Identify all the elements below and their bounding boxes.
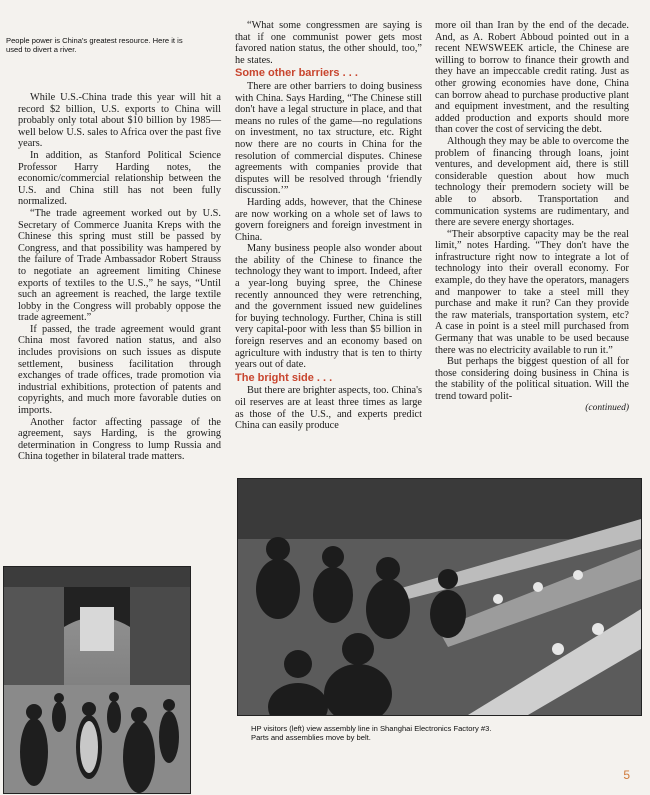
col2-paragraph: Harding adds, however, that the Chinese are now working on a whole set of laws to govern foreigners and foreign investment in China. [235, 196, 422, 243]
col1-paragraph: If passed, the trade agreement would grant China most favored nation status, and also includes provisions on such issues as dispute settlement, business facilitation through exchanges of trade offices, trade promotion via industrial exhibitions, protection of patents and copyrights, and much more favorable duties on imports. [18, 323, 221, 417]
top-caption: People power is China's greatest resource. Here it is used to divert a river. [6, 36, 183, 54]
column-2 [235, 20, 422, 432]
photo-assembly-line [237, 478, 642, 716]
col1-paragraph: “The trade agreement worked out by U.S. Secretary of Commerce Juanita Kreps with the Chinese this spring must still be passed by Congress, and that possibility was hampered by the failure of Trade Ambassador Robert Strauss to negotiate an agreement limiting Chinese exports of textiles to the U.S.,” he says, “Until such an agreement is reached, the large textile lobby in the Congress will probably oppose the trade agreement.” [18, 207, 221, 324]
page-number: 5 [623, 768, 630, 782]
col2-paragraph: Many business people also wonder about the ability of the Chinese to finance the technology they want to import. Indeed, after a year-long buying spree, the Chinese recently announced they were retrenching, and the government issued new guidelines for buying technology. Further, China is still very capital-poor with less than $5 billion in foreign reserves and an economy based on agriculture with industry that is ten to thirty years out of date. [235, 243, 422, 371]
photo-visitors-gate [3, 566, 191, 794]
col1-paragraph: Another factor affecting passage of the agreement, says Harding, is the growing determination in Congress to lump Russia and China together in bilateral trade matters. [18, 416, 221, 463]
column-1 [18, 92, 221, 463]
column-3 [435, 20, 629, 414]
col2-paragraph: “What some congressmen are saying is that if one communist power gets most favored nation status, the other should, too,” he states. [235, 20, 422, 66]
photo-assembly-line-image [238, 479, 641, 715]
col3-paragraph: more oil than Iran by the end of the decade. And, as A. Robert Abboud pointed out in a recent NEWSWEEK article, the Chinese are willing to borrow to finance their growth and they have an impeccable credit rating. Just as other growing economies have done, China can borrow ahead to purchase productive plant and equipment investment, and the resulting added production and exports should more than cover the cost of servicing the debt. [435, 20, 629, 136]
col2-paragraph: There are other barriers to doing business with China. Says Harding, “The Chinese still don't have a legal structure in place, and that means no rules of the game—no regulations on investment, no tax structure, etc. Right now there are no courts in China for the resolution of commercial disputes. Chinese agreements with companies provide that disputes will be resolved through ‘friendly discussion.’” [235, 80, 422, 197]
col3-paragraph: Although they may be able to overcome the problem of financing through loans, joint ventures, and development aid, there is still considerable question about how much technology their premodern society will be able to absorb. Transportation and communication systems are rudimentary, and there are severe energy shortages. [435, 135, 629, 229]
col1-paragraph: While U.S.-China trade this year will hit a record $2 billion, U.S. exports to China will probably only total about $10 billion by 1985—well below U.S. sales to Africa over the past five years. [18, 92, 221, 150]
continued-label: (continued) [585, 402, 629, 413]
section-heading-barriers: Some other barriers . . . [235, 67, 358, 80]
col3-paragraph: But perhaps the biggest question of all for those considering doing business in China is the stability of the political situation. Will the trend toward polit- [435, 356, 629, 402]
col1-paragraph: In addition, as Stanford Political Science Professor Harry Harding notes, the economic/commercial relationship between the U.S. and China still has not been fully normalized. [18, 149, 221, 208]
col2-paragraph: But there are brighter aspects, too. China's oil reserves are at least three times as large as those of the U.S., and experts predict China can easily produce [235, 385, 422, 432]
col3-paragraph: “Their absorptive capacity may be the real limit,” notes Harding. “They don't have the infrastructure right now to integrate a lot of technology into their overall economy. For example, do they have the operators, managers and manpower to take a steel mill they purchase and make it run? Can they provide the raw materials, transportation system, etc? A case in point is a steel mill purchased from Germany that was unable to be used because there was no electricity available to run it.” [435, 228, 629, 356]
section-heading-bright-side: The bright side . . . [235, 371, 333, 384]
bottom-caption: HP visitors (left) view assembly line in Shanghai Electronics Factory #3. Parts and assemblies move by belt. [251, 724, 492, 742]
photo-visitors-gate-image [4, 567, 190, 793]
